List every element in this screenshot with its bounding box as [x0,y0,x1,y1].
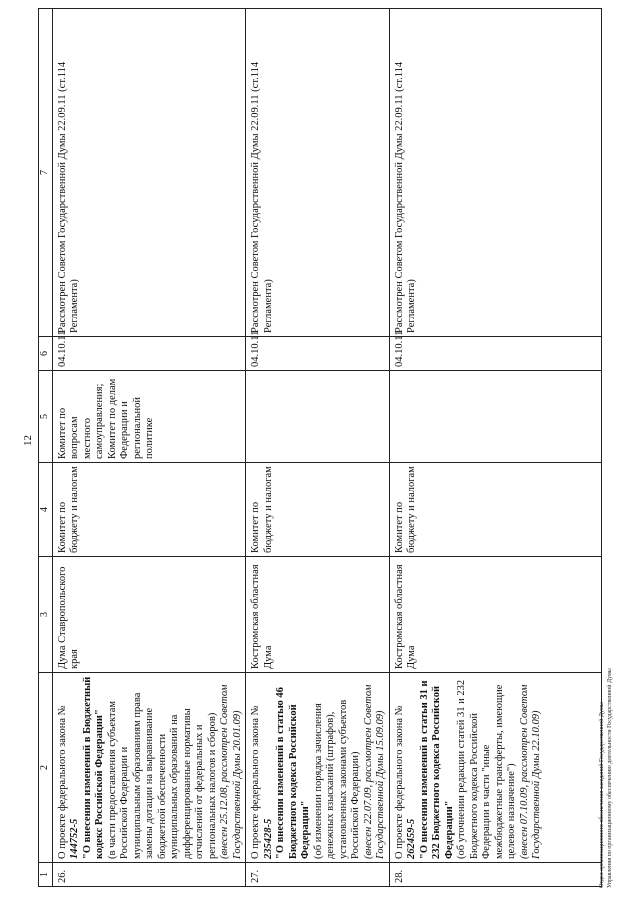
agenda-table [38,8,602,887]
bill-reg-number: 262459-5 [406,818,417,859]
co-executor-committee [246,371,390,463]
responsible-committee: Комитет по бюджету и налогам [52,463,246,557]
bill-subject: "О внесении изменений в статью 46 Бюджетного кодекса Российской Федерации" [275,687,311,859]
bill-description [246,673,390,863]
page-number: 12 [22,435,34,446]
bill-subject: "О внесении изменений в Бюджетный кодекс Российской Федерации" [81,676,105,859]
bill-description [52,673,246,863]
column-number: 2 [39,673,53,863]
column-number: 5 [39,371,53,463]
bill-intro: О проекте федерального закона № [393,705,405,859]
responsible-committee: Комитет по бюджету и налогам [389,463,601,557]
bill-intro: О проекте федерального закона № [56,705,68,859]
table-row [52,9,246,887]
bill-note: (внесен 22.07.09, рассмотрен Советом Государственной Думы 15.09.09) [362,684,386,859]
bill-author: Костромская областная Дума [389,557,601,673]
column-number: 7 [39,9,53,337]
review-date: 04.10.11 [246,337,390,371]
bill-intro: О проекте федерального закона № [250,705,261,859]
review-date: 04.10.11 [52,337,246,371]
bill-details: (об изменении порядка зачисления денежных взысканий (штрафов), установленных законами субъектов Российской Федерации) [312,699,361,859]
bill-subject: "О внесении изменений в статьи 31 и 232 Бюджетного кодекса Российской Федерации" [418,680,455,859]
footer [598,588,614,888]
review-status: Рассмотрен Советом Государственной Думы 22.09.11 (ст.114 Регламента) [389,9,601,337]
bill-description [389,673,601,863]
column-number: 1 [39,863,53,887]
column-number: 4 [39,463,53,557]
footer-line: Управления по организационному обеспечению деятельности Государственной Думы [607,668,613,888]
review-status: Рассмотрен Советом Государственной Думы 22.09.11 (ст.114 Регламента) [246,9,390,337]
bill-reg-number: 235428-5 [262,818,274,859]
bill-author: Костромская областная Дума [246,557,390,673]
co-executor-committee [389,371,601,463]
bill-note: (внесен 07.10.09, рассмотрен Советом Государственной Думы 22.10.09) [518,684,542,859]
bill-note: (внесен 25.12.08, рассмотрен Советом Государственной Думы 20.01.09) [219,684,243,859]
bill-author: Дума Ставропольского края [52,557,246,673]
bill-details: (в части предоставления субъектам Российской Федерации и муниципальным образованиям права замены дотации на выравнивание бюджетной обеспеченности муниципальных образований на дифференцированные нормативы отчислений от федеральных и региональных налогов и сборов) [106,692,218,859]
agenda-sheet [38,9,600,887]
review-status: Рассмотрен Советом Государственной Думы 22.09.11 (ст.114 Регламента) [52,9,246,337]
item-number: 28. [389,863,601,887]
bill-details: (об уточнении редакции статей 31 и 232 Бюджетного кодекса Российской Федерации в части "иные межбюджетные трансферты, имеющие целевое назначение") [456,679,517,859]
review-date: 04.10.11 [389,337,601,371]
item-number: 27. [246,863,390,887]
column-number: 6 [39,337,53,371]
column-number-row [39,9,53,887]
co-executor-committee: Комитет по вопросам местного самоуправления; Комитет по делам Федерации и региональной политике [52,371,246,463]
item-number: 26. [52,863,246,887]
bill-reg-number: 144752-5 [69,818,80,859]
responsible-committee: Комитет по бюджету и налогам [246,463,390,557]
column-number: 3 [39,557,53,673]
footer-line: Отдел организационного обеспечения заседаний Государственной Думы [599,702,605,888]
table-row [389,9,601,887]
table-row [246,9,390,887]
